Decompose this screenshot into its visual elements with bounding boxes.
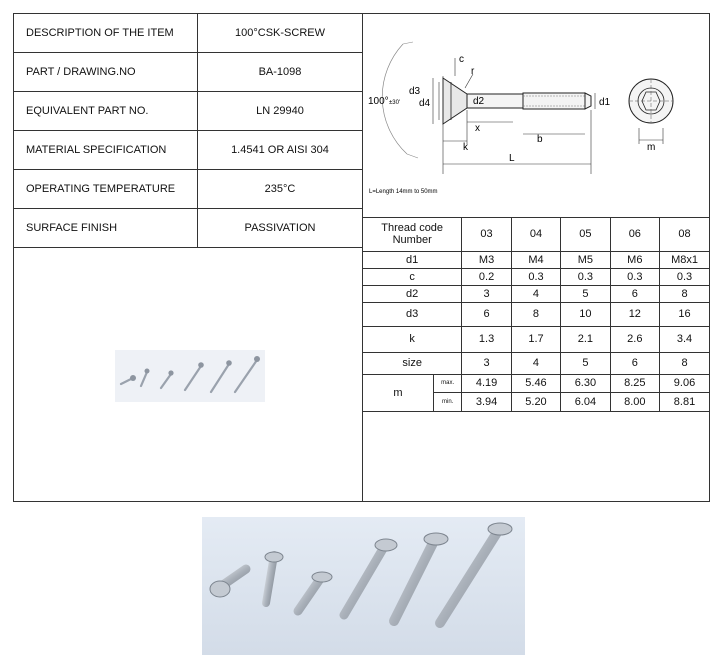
spec-row-label: size [363,352,462,374]
screw-end-view [629,79,673,144]
info-row-equivalent [14,92,362,131]
thread-code: 04 [511,217,560,251]
spec-row-label: k [363,326,462,352]
spec-cell: 8 [511,302,560,326]
spec-cell: 0.3 [610,268,659,285]
spec-cell: 2.1 [561,326,610,352]
dim-k-label: k [463,142,468,153]
spec-row-m-max [363,374,709,393]
angle-tolerance-label: ±30' [389,100,401,106]
spec-cell: 3.4 [660,326,709,352]
spec-cell: 4 [511,285,560,302]
info-value: PASSIVATION [198,209,363,248]
info-label: OPERATING TEMPERATURE [14,170,198,209]
spec-cell: 2.6 [610,326,659,352]
datasheet [13,13,710,502]
dim-d2-label: d2 [473,96,485,107]
spec-row-label: d1 [363,251,462,268]
spec-cell: 8.00 [610,393,659,412]
dim-m-label: m [647,142,656,153]
dim-x-label: x [475,123,480,134]
spec-cell: 16 [660,302,709,326]
angle-label: 100° [368,96,389,107]
m-max-label: max. [434,375,461,394]
spec-cell: M4 [511,251,560,268]
spec-cell: 8 [660,352,709,374]
m-min-label: min. [442,398,454,405]
dim-b-label: b [537,134,543,145]
info-row-temperature [14,170,362,209]
spec-row-d1 [363,251,709,268]
info-value: 235°C [198,170,363,209]
spec-cell: 12 [610,302,659,326]
spec-row-label: d3 [363,302,462,326]
header-line: Thread code [381,221,444,234]
spec-cell: 5 [561,285,610,302]
thread-code: 06 [610,217,659,251]
spec-cell: 1.3 [462,326,511,352]
info-row-finish [14,209,362,248]
dim-r-label: r [471,66,475,77]
thread-code: 05 [561,217,610,251]
spec-cell: 3.94 [462,393,511,412]
spec-cell: 6 [610,285,659,302]
spec-cell: 8.81 [660,393,709,412]
spec-cell: 6 [610,352,659,374]
spec-cell: 9.06 [660,374,709,393]
spec-row-c [363,268,709,285]
spec-row-d2 [363,285,709,302]
spec-cell: 3 [462,285,511,302]
spec-row-label: m [363,375,434,411]
info-value: BA-1098 [198,53,363,92]
thread-code: 03 [462,217,511,251]
header-line: Number [392,233,432,246]
spec-cell: 6.04 [561,393,610,412]
dim-L-label: L [509,153,515,164]
dim-d3-label: d3 [409,86,421,97]
info-value: 1.4541 OR AISI 304 [198,131,363,170]
spec-cell: 0.2 [462,268,511,285]
spec-cell: 6.30 [561,374,610,393]
spec-cell: 5 [561,352,610,374]
spec-cell: 3 [462,352,511,374]
dim-d4-label: d4 [419,98,431,109]
screw-technical-drawing [363,14,709,218]
spec-m-cell [363,374,462,411]
spec-cell: 0.3 [660,268,709,285]
info-value: LN 29940 [198,92,363,131]
spec-cell: 8.25 [610,374,659,393]
spec-row-k [363,326,709,352]
spec-cell: 5.46 [511,374,560,393]
spec-cell: 1.7 [511,326,560,352]
info-label: DESCRIPTION OF THE ITEM [14,14,198,53]
spec-cell: 5.20 [511,393,560,412]
thread-code: 08 [660,217,709,251]
spec-table [363,217,709,412]
product-info-table [14,14,362,248]
screw-product-photo [202,517,525,655]
info-value: 100°CSK-SCREW [198,14,363,53]
spec-cell: 0.3 [561,268,610,285]
info-row-description [14,14,362,53]
spec-cell: 8 [660,285,709,302]
info-label: EQUIVALENT PART NO. [14,92,198,131]
spec-cell: M3 [462,251,511,268]
spec-cell: 4 [511,352,560,374]
spec-row-d3 [363,302,709,326]
dim-c-label: c [459,54,464,65]
spec-row-size [363,352,709,374]
info-row-material [14,131,362,170]
spec-header-label [363,217,462,251]
spec-cell: 10 [561,302,610,326]
spec-cell: 6 [462,302,511,326]
length-note: L=Length 14mm to 50mm [369,189,438,195]
spec-cell: 0.3 [511,268,560,285]
spec-cell: 4.19 [462,374,511,393]
spec-cell: M8x1 [660,251,709,268]
screw-thumbnail-image [115,350,265,402]
spec-cell: M6 [610,251,659,268]
spec-cell: M5 [561,251,610,268]
info-row-part-number [14,53,362,92]
dim-d1-label: d1 [599,97,611,108]
spec-row-label: d2 [363,285,462,302]
spec-row-label: c [363,268,462,285]
info-label: SURFACE FINISH [14,209,198,248]
info-label: MATERIAL SPECIFICATION [14,131,198,170]
info-label: PART / DRAWING.NO [14,53,198,92]
spec-header-row [363,217,709,251]
